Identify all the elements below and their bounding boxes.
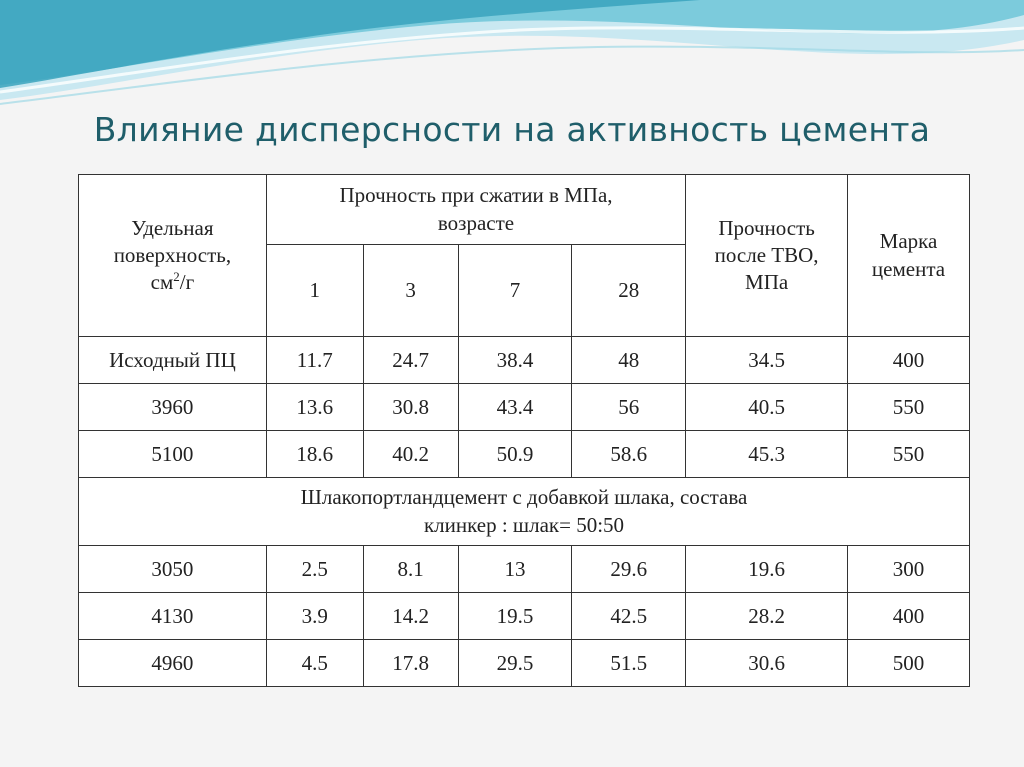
cell-value: 300 xyxy=(848,546,970,593)
cell-value: 19.6 xyxy=(686,546,848,593)
cell-value: 45.3 xyxy=(686,431,848,478)
cell-surface: 4960 xyxy=(79,640,267,687)
cell-value: 17.8 xyxy=(363,640,458,687)
cell-value: 3.9 xyxy=(266,593,363,640)
cell-value: 400 xyxy=(848,593,970,640)
table-row xyxy=(79,384,970,431)
header-age-28: 28 xyxy=(572,245,686,337)
cell-value: 13 xyxy=(458,546,572,593)
cell-value: 48 xyxy=(572,337,686,384)
cell-surface: 3050 xyxy=(79,546,267,593)
cell-value: 400 xyxy=(848,337,970,384)
cell-value: 13.6 xyxy=(266,384,363,431)
cell-value: 29.5 xyxy=(458,640,572,687)
header-tvo-line1: Прочность xyxy=(718,215,815,240)
header-wave-decoration xyxy=(0,0,1024,120)
cell-value: 24.7 xyxy=(363,337,458,384)
table-header-row xyxy=(79,175,970,245)
slag-section-header xyxy=(79,478,970,546)
cell-value: 29.6 xyxy=(572,546,686,593)
header-grade-line2: цемента xyxy=(871,256,946,281)
table-row xyxy=(79,546,970,593)
header-tvo-line2: после ТВО, xyxy=(714,242,819,267)
cell-value: 40.5 xyxy=(686,384,848,431)
slag-section-line1: Шлакопортландцемент с добавкой шлака, состава xyxy=(300,485,748,510)
cell-value: 11.7 xyxy=(266,337,363,384)
cell-surface: 4130 xyxy=(79,593,267,640)
cell-value: 40.2 xyxy=(363,431,458,478)
header-grade-line1: Марка xyxy=(879,229,938,254)
cell-value: 4.5 xyxy=(266,640,363,687)
cell-value: 56 xyxy=(572,384,686,431)
slag-section-row xyxy=(79,478,970,546)
cell-value: 8.1 xyxy=(363,546,458,593)
cell-value: 550 xyxy=(848,384,970,431)
table-row xyxy=(79,337,970,384)
cell-value: 28.2 xyxy=(686,593,848,640)
slide-title: Влияние дисперсности на активность цемента xyxy=(93,110,931,149)
cell-value: 19.5 xyxy=(458,593,572,640)
table-row xyxy=(79,593,970,640)
header-surface xyxy=(79,175,267,337)
header-strength-line1: Прочность при сжатии в МПа, xyxy=(339,183,613,208)
header-tvo xyxy=(686,175,848,337)
cell-surface: 5100 xyxy=(79,431,267,478)
cell-value: 58.6 xyxy=(572,431,686,478)
cell-value: 30.8 xyxy=(363,384,458,431)
slag-section-line2: клинкер : шлак= 50:50 xyxy=(423,512,625,537)
header-age-1: 1 xyxy=(266,245,363,337)
table-row xyxy=(79,431,970,478)
cell-value: 14.2 xyxy=(363,593,458,640)
cell-value: 51.5 xyxy=(572,640,686,687)
cement-activity-table xyxy=(78,174,970,687)
cell-value: 43.4 xyxy=(458,384,572,431)
header-surface-line2: поверхность, xyxy=(113,242,232,267)
table-row xyxy=(79,640,970,687)
cell-value: 38.4 xyxy=(458,337,572,384)
header-strength-line2: возрасте xyxy=(437,210,515,235)
cell-value: 18.6 xyxy=(266,431,363,478)
cell-surface: 3960 xyxy=(79,384,267,431)
cell-value: 550 xyxy=(848,431,970,478)
header-strength-group xyxy=(266,175,685,245)
cell-value: 34.5 xyxy=(686,337,848,384)
cell-value: 500 xyxy=(848,640,970,687)
cell-surface: Исходный ПЦ xyxy=(79,337,267,384)
cell-value: 50.9 xyxy=(458,431,572,478)
header-surface-line1: Удельная xyxy=(131,215,214,240)
header-age-3: 3 xyxy=(363,245,458,337)
header-age-7: 7 xyxy=(458,245,572,337)
header-surface-unit: $см^2/г$ xyxy=(150,269,195,295)
header-grade xyxy=(848,175,970,337)
cell-value: 42.5 xyxy=(572,593,686,640)
cell-value: 2.5 xyxy=(266,546,363,593)
header-tvo-line3: МПа xyxy=(745,270,789,295)
cell-value: 30.6 xyxy=(686,640,848,687)
